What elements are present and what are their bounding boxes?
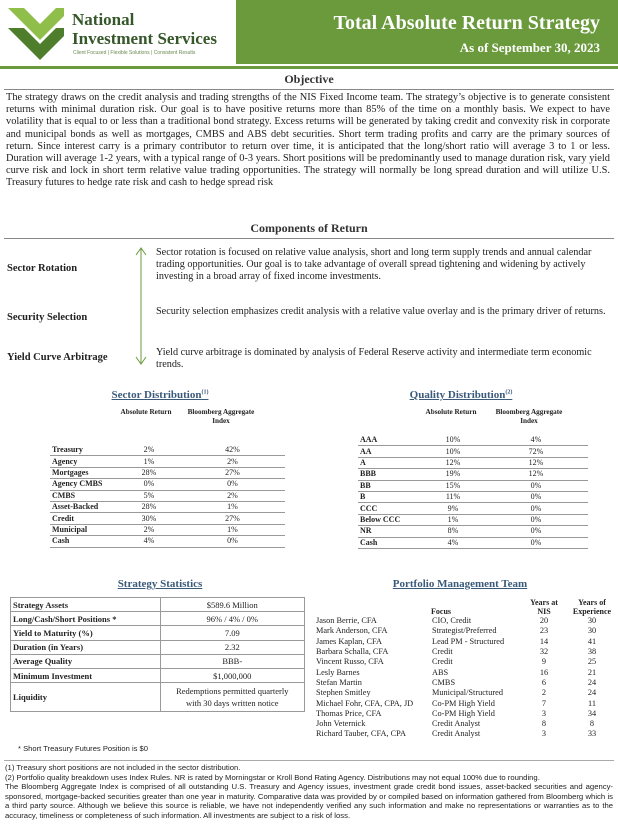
page-title: Total Absolute Return Strategy [333, 12, 600, 34]
row-label: CMBS [50, 490, 118, 501]
member-name: Michael Fohr, CFA, CPA, JD [316, 698, 414, 708]
component-label-yield-curve: Yield Curve Arbitrage [7, 352, 108, 363]
absolute-return-value: 8% [422, 526, 484, 537]
team-col-focus: Focus [431, 607, 451, 616]
member-years-exp: 30 [587, 616, 597, 626]
member-name: Mark Anderson, CFA [316, 626, 388, 636]
member-years-exp: 33 [587, 729, 597, 739]
member-years-exp: 38 [587, 647, 597, 657]
aggregate-index-value: 1% [180, 524, 285, 535]
row-label: Cash [358, 537, 422, 548]
member-name: Lesly Barnes [316, 667, 360, 677]
aggregate-index-value: 0% [484, 480, 588, 491]
team-member-row [313, 709, 617, 719]
row-label: NR [358, 526, 422, 537]
absolute-return-value: 0% [118, 479, 180, 490]
quality-footnote-mark: (2) [505, 389, 513, 396]
member-focus: Co-PM High Yield [432, 708, 495, 718]
footnote-2: (2) Portfolio quality breakdown uses Index Rules. NR is rated by Morningstar or Kroll Bond Rating Agency. Distributions may not equal 100% due to rounding. [5, 772, 540, 782]
member-name: James Kaplan, CFA [316, 636, 382, 646]
team-member-row [313, 698, 617, 708]
team-col-name [313, 598, 429, 616]
stat-row [11, 654, 305, 668]
absolute-return-value: 28% [118, 467, 180, 478]
quality-distribution-heading [398, 389, 524, 401]
row-label: AA [358, 446, 422, 457]
team-header-row [313, 598, 617, 616]
stat-value: 96% / 4% / 0% [160, 612, 304, 626]
stat-row [11, 626, 305, 640]
row-label: CCC [358, 503, 422, 514]
table-row [358, 457, 588, 468]
member-years-exp: 24 [587, 677, 597, 687]
member-name: John Veternick [316, 719, 366, 729]
objective-heading: Objective [284, 72, 334, 86]
stat-label: Yield to Maturity (%) [11, 626, 161, 640]
table-row [50, 513, 285, 524]
quality-distribution-title: Quality Distribution [409, 389, 506, 401]
table-row [50, 536, 285, 547]
aggregate-index-value: 42% [180, 445, 285, 456]
aggregate-index-value: 0% [484, 514, 588, 525]
member-years-nis: 20 [539, 616, 549, 626]
liquidity-line1: Redemptions permitted quarterly [176, 686, 289, 697]
stat-row [11, 612, 305, 626]
aggregate-index-value: 27% [180, 513, 285, 524]
aggregate-index-value: 1% [180, 501, 285, 512]
footnotes [5, 763, 613, 821]
quality-col-absolute: Absolute Return [425, 408, 477, 416]
footnote-1: (1) Treasury short positions are not included in the sector distribution. [5, 763, 241, 772]
member-name: Jason Berrie, CFA [316, 616, 377, 626]
table-row [50, 490, 285, 501]
row-label: BBB [358, 469, 422, 480]
objective-divider [4, 89, 614, 90]
member-name: Stefan Martin [316, 677, 362, 687]
member-years-nis: 14 [539, 636, 549, 646]
member-years-exp: 24 [587, 688, 597, 698]
team-member-row [313, 688, 617, 698]
team-member-row [313, 626, 617, 636]
member-years-nis: 7 [541, 698, 547, 708]
team-col-years-exp: Years of Experience [572, 598, 612, 616]
member-years-nis: 32 [539, 647, 549, 657]
absolute-return-value: 2% [118, 524, 180, 535]
team-table [313, 598, 617, 740]
stat-value: 7.09 [160, 626, 304, 640]
member-focus: Co-PM High Yield [432, 698, 495, 708]
member-focus: Credit Analyst [432, 729, 481, 739]
liquidity-line2: with 30 days written notice [185, 698, 279, 709]
stat-value: BBB- [160, 654, 304, 668]
row-label: Mortgages [50, 467, 118, 478]
member-years-nis: 23 [539, 626, 549, 636]
footnote-divider [4, 760, 614, 761]
stat-label: Liquidity [11, 683, 161, 712]
team-member-row [313, 616, 617, 626]
absolute-return-value: 30% [118, 513, 180, 524]
row-label: Below CCC [358, 514, 422, 525]
team-col-years-nis: Years at NIS [530, 598, 558, 616]
absolute-return-value: 10% [422, 446, 484, 457]
row-label: BB [358, 480, 422, 491]
team-member-row [313, 657, 617, 667]
row-label: Cash [50, 536, 118, 547]
component-text-yield-curve: Yield curve arbitrage is dominated by analysis of Federal Reserve activity and intermediate term economic trends. [156, 347, 592, 370]
stat-value-liquidity [160, 683, 304, 712]
table-row [50, 456, 285, 467]
components-divider [4, 238, 614, 239]
aggregate-index-value: 0% [484, 526, 588, 537]
component-text-sector-rotation: Sector rotation is focused on relative value analysis, short and long term supply trends and annual calendar trading opportunities. Our goal is to take advantage of overall spread tightening and widening by actively investing in a broad array of fixed income investments. [156, 247, 592, 282]
row-label: Treasury [50, 445, 118, 456]
member-years-exp: 21 [587, 667, 597, 677]
header-divider [0, 66, 618, 69]
aggregate-index-value: 12% [484, 457, 588, 468]
objective-text: The strategy draws on the credit analysis and trading strengths of the NIS Fixed Income team. The strategy’s objective is to generate consistent returns with minimal duration risk. Our goal is to have positive returns more than 85% of the time on a monthly basis. We expect to have volatility that is equal to or less than a traditional bond strategy. Excess returns will be generated by taking credit and convexity risk in corporate and municipal bonds as well as mortgages, CMBS and ABS debt securities. Short term trading profits and carry are the primary sources of return. Since interest carry is a primary contributor to return over time, it is anticipated that the long/short ratio will average 3 to 1 or less. Duration will average 1-2 years, with a typical range of 0-3 years. Short positions will be predominantly used to manage duration risk, vary yield curve risk and lock in short term relative value trading opportunities. The strategy will normally be long spread duration and will utilize U.S. Treasury futures to hedge rate risk and cash to hedge spread risk [6, 92, 610, 189]
short-futures-note: * Short Treasury Futures Position is $0 [18, 744, 148, 753]
member-years-exp: 11 [588, 698, 596, 708]
absolute-return-value: 11% [422, 491, 484, 502]
component-text-security-selection: Security selection emphasizes credit analysis with a relative value overlay and is the primary driver of returns. [156, 306, 606, 317]
member-years-nis: 3 [541, 708, 547, 718]
stat-row [11, 598, 305, 612]
absolute-return-value: 15% [422, 480, 484, 491]
components-heading: Components of Return [250, 221, 368, 235]
nis-arrow-logo-icon [6, 6, 66, 60]
absolute-return-value: 2% [118, 445, 180, 456]
aggregate-index-value: 4% [484, 435, 588, 446]
member-years-exp: 30 [587, 626, 597, 636]
member-years-nis: 3 [541, 729, 547, 739]
sector-footnote-mark: (1) [201, 389, 209, 396]
table-row [50, 479, 285, 490]
stat-label: Duration (in Years) [11, 640, 161, 654]
sector-distribution-heading [100, 389, 220, 401]
absolute-return-value: 10% [422, 435, 484, 446]
member-years-exp: 8 [589, 719, 595, 729]
strategy-statistics-table [10, 597, 305, 712]
aggregate-index-value: 0% [484, 537, 588, 548]
absolute-return-value: 4% [118, 536, 180, 547]
aggregate-index-value: 0% [180, 479, 285, 490]
table-row [50, 501, 285, 512]
absolute-return-value: 5% [118, 490, 180, 501]
stat-label: Minimum Investment [11, 668, 161, 682]
table-row [50, 445, 285, 456]
stat-value: $1,000,000 [160, 668, 304, 682]
row-label: Asset-Backed [50, 501, 118, 512]
member-years-nis: 16 [539, 667, 549, 677]
member-years-exp: 25 [587, 657, 597, 667]
stat-row-liquidity [11, 683, 305, 712]
row-label: Agency [50, 456, 118, 467]
table-row [358, 526, 588, 537]
team-member-row [313, 637, 617, 647]
component-label-security-selection: Security Selection [7, 312, 88, 323]
absolute-return-value: 4% [422, 537, 484, 548]
absolute-return-value: 28% [118, 501, 180, 512]
row-label: Agency CMBS [50, 479, 118, 490]
stat-value: 2.32 [160, 640, 304, 654]
table-row [358, 446, 588, 457]
stat-label: Long/Cash/Short Positions * [11, 612, 161, 626]
as-of-date: As of September 30, 2023 [459, 40, 600, 55]
table-row [358, 503, 588, 514]
member-focus: Lead PM - Structured [432, 636, 505, 646]
table-row [358, 469, 588, 480]
member-years-nis: 8 [541, 719, 547, 729]
row-label: B [358, 491, 422, 502]
page-header [0, 0, 618, 64]
row-label: Credit [50, 513, 118, 524]
sector-col-aggregate: Bloomberg Aggregate Index [187, 408, 255, 425]
absolute-return-value: 1% [422, 514, 484, 525]
org-name-line2: Investment Services [72, 29, 217, 48]
table-row [358, 435, 588, 446]
member-focus: Credit Analyst [432, 719, 481, 729]
up-down-arrow-icon [134, 246, 148, 366]
team-member-row [313, 667, 617, 677]
member-years-exp: 34 [587, 708, 597, 718]
absolute-return-value: 9% [422, 503, 484, 514]
aggregate-index-value: 72% [484, 446, 588, 457]
absolute-return-value: 1% [118, 456, 180, 467]
member-name: Vincent Russo, CFA [316, 657, 384, 667]
tagline: Client Focused | Flexible Solutions | Consistent Results [73, 50, 196, 56]
stat-label: Strategy Assets [11, 598, 161, 612]
table-row [358, 514, 588, 525]
aggregate-index-value: 12% [484, 469, 588, 480]
component-label-sector-rotation: Sector Rotation [7, 263, 78, 274]
table-row [358, 480, 588, 491]
member-name: Barbara Schalla, CFA [316, 647, 389, 657]
stat-value: $589.6 Million [160, 598, 304, 612]
member-focus: CMBS [432, 677, 456, 687]
team-member-row [313, 729, 617, 739]
quality-distribution-table [358, 435, 588, 549]
aggregate-index-value: 0% [484, 503, 588, 514]
member-years-exp: 41 [587, 636, 597, 646]
team-member-row [313, 647, 617, 657]
row-label: A [358, 457, 422, 468]
table-row [50, 524, 285, 535]
quality-col-aggregate: Bloomberg Aggregate Index [495, 408, 563, 425]
aggregate-index-value: 27% [180, 467, 285, 478]
strategy-statistics-heading: Strategy Statistics [117, 578, 203, 590]
member-name: Thomas Price, CFA [316, 708, 382, 718]
member-focus: ABS [432, 667, 449, 677]
table-row [358, 491, 588, 502]
member-focus: Strategist/Preferred [432, 626, 497, 636]
team-member-row [313, 719, 617, 729]
member-years-nis: 6 [541, 677, 547, 687]
absolute-return-value: 19% [422, 469, 484, 480]
absolute-return-value: 12% [422, 457, 484, 468]
aggregate-index-value: 0% [180, 536, 285, 547]
table-row [50, 467, 285, 478]
member-name: Richard Tauber, CFA, CPA [316, 729, 406, 739]
sector-distribution-table [50, 445, 285, 548]
team-member-row [313, 678, 617, 688]
sector-distribution-title: Sector Distribution [111, 389, 202, 401]
stat-row [11, 640, 305, 654]
stat-row [11, 668, 305, 682]
member-years-nis: 2 [541, 688, 547, 698]
org-name-line1: National [72, 10, 135, 29]
aggregate-index-value: 0% [484, 491, 588, 502]
sector-col-absolute: Absolute Return [120, 408, 172, 416]
member-focus: Credit [432, 657, 453, 667]
org-name [72, 10, 217, 48]
team-heading: Portfolio Management Team [392, 578, 528, 590]
disclaimer: The Bloomberg Aggregate Index is comprised of all outstanding U.S. Treasury and Agency issues, investment grade credit bond issues, asset-backed securities and agency-sponsored, mortgage-backed securities greater than one year in maturity. Comparative data was provided by or compiled based on information gathered from Bloomberg which is a third party source. Although we believe this source is reliable, we have not independently verified any such information and make no representations or warranties as to the accuracy, timeliness or completeness of such information. All investments are subject to a risk of loss. [5, 782, 613, 820]
aggregate-index-value: 2% [180, 490, 285, 501]
member-focus: Municipal/Structured [432, 688, 503, 698]
member-years-nis: 9 [541, 657, 547, 667]
member-name: Stephen Smitley [316, 688, 371, 698]
aggregate-index-value: 2% [180, 456, 285, 467]
member-focus: CIO, Credit [432, 616, 472, 626]
member-focus: Credit [432, 647, 453, 657]
stat-label: Average Quality [11, 654, 161, 668]
row-label: Municipal [50, 524, 118, 535]
row-label: AAA [358, 435, 422, 446]
table-row [358, 537, 588, 548]
